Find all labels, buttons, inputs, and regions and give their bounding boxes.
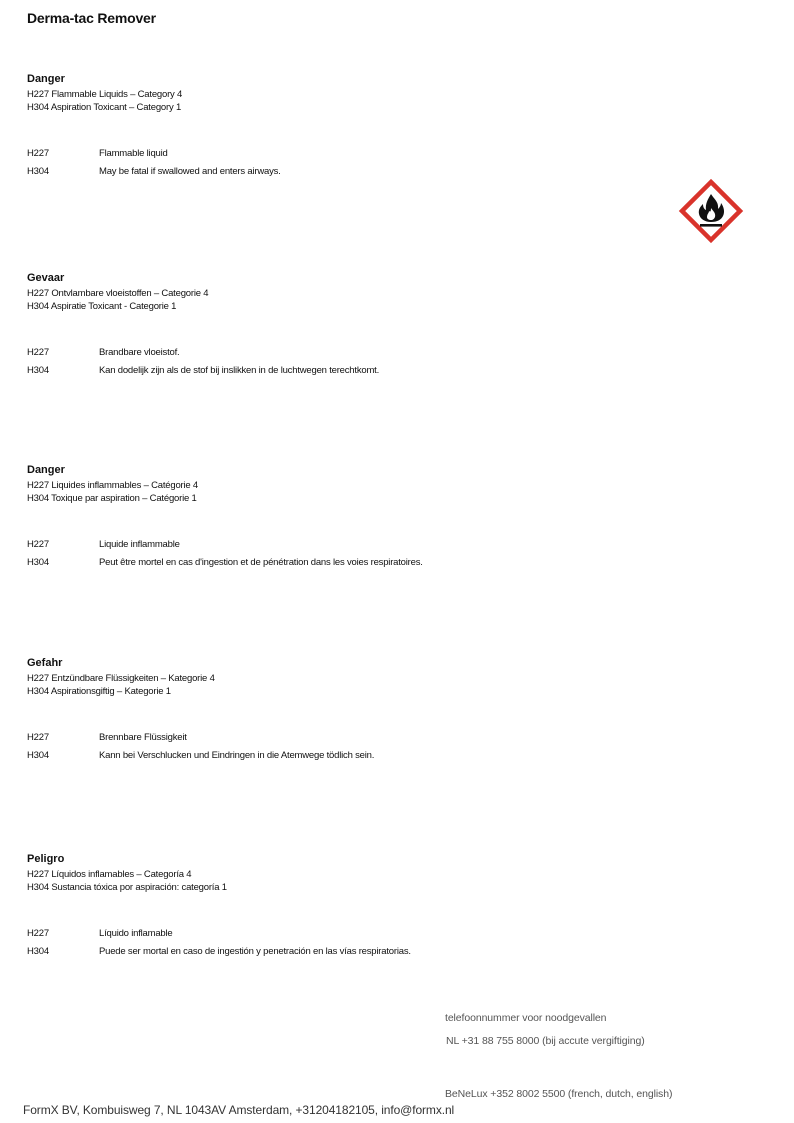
flame-base: [700, 224, 722, 227]
hazard-text: Flammable liquid: [99, 148, 168, 159]
hazard-text: Brennbare Flüssigkeit: [99, 732, 187, 743]
hazard-section-french: [27, 464, 677, 568]
hazard-code: H304: [27, 945, 49, 957]
hazard-statements: [27, 346, 677, 381]
classification-line: H227 Líquidos inflamables – Categoría 4: [27, 869, 192, 880]
signal-word: Danger: [27, 73, 65, 85]
hazard-code: H304: [27, 165, 49, 177]
hazard-section-english: [27, 73, 677, 177]
signal-word: Gefahr: [27, 657, 63, 669]
hazard-code: H227: [27, 539, 49, 550]
hazard-text: Kann bei Verschlucken und Eindringen in die Atemwege tödlich sein.: [99, 749, 375, 761]
hazard-text: Brandbare vloeistof.: [99, 347, 180, 358]
classification-line: H227 Flammable Liquids – Category 4: [27, 89, 183, 100]
classification-line: H304 Sustancia tóxica por aspiración: categoría 1: [27, 882, 227, 893]
hazard-statements: [27, 538, 677, 573]
hazard-statements: [27, 147, 677, 182]
emergency-heading: telefoonnummer voor noodgevallen: [445, 1012, 607, 1024]
hazard-statements: [27, 731, 677, 766]
hazard-statement-row: [27, 346, 677, 364]
classification-line: H304 Aspiration Toxicant – Category 1: [27, 102, 182, 113]
company-footer: FormX BV, Kombuisweg 7, NL 1043AV Amsterdam, +31204182105, info@formx.nl: [23, 1103, 455, 1117]
classification-line: H304 Aspirationsgiftig – Kategorie 1: [27, 686, 171, 697]
hazard-text: Líquido inflamable: [99, 928, 173, 939]
hazard-statement-row: [27, 556, 677, 574]
hazard-code: H227: [27, 928, 49, 939]
hazard-text: Peut être mortel en cas d'ingestion et de pénétration dans les voies respiratoires.: [99, 556, 423, 568]
hazard-statement-row: [27, 749, 677, 767]
emergency-phone-benelux: BeNeLux +352 8002 5500 (french, dutch, english): [445, 1088, 673, 1100]
document-title: Derma-tac Remover: [27, 10, 156, 26]
hazard-section-german: [27, 657, 677, 761]
hazard-statement-row: [27, 538, 677, 556]
hazard-text: Kan dodelijk zijn als de stof bij inslikken in de luchtwegen terechtkomt.: [99, 364, 380, 376]
classification-line: H227 Entzündbare Flüssigkeiten – Kategorie 4: [27, 673, 215, 684]
hazard-statement-row: [27, 927, 677, 945]
hazard-statement-row: [27, 147, 677, 165]
signal-word: Peligro: [27, 853, 65, 865]
hazard-code: H227: [27, 148, 49, 159]
hazard-text: Puede ser mortal en caso de ingestión y penetración en las vías respiratorias.: [99, 945, 411, 957]
hazard-code: H227: [27, 347, 49, 358]
signal-word: Danger: [27, 464, 65, 476]
flame-hazard-icon: [678, 178, 744, 244]
classification-line: H304 Toxique par aspiration – Catégorie 1: [27, 493, 197, 504]
classification-line: H304 Aspiratie Toxicant - Categorie 1: [27, 301, 177, 312]
hazard-statement-row: [27, 945, 677, 963]
classification-line: H227 Ontvlambare vloeistoffen – Categorie 4: [27, 288, 209, 299]
hazard-statements: [27, 927, 677, 962]
classification-line: H227 Liquides inflammables – Catégorie 4: [27, 480, 199, 491]
hazard-text: May be fatal if swallowed and enters airways.: [99, 165, 281, 177]
hazard-code: H304: [27, 556, 49, 568]
hazard-text: Liquide inflammable: [99, 539, 180, 550]
hazard-section-spanish: [27, 853, 677, 957]
signal-word: Gevaar: [27, 272, 65, 284]
hazard-section-dutch: [27, 272, 677, 376]
hazard-statement-row: [27, 364, 677, 382]
emergency-phone-nl: NL +31 88 755 8000 (bij accute vergiftiging): [446, 1035, 645, 1047]
hazard-statement-row: [27, 165, 677, 183]
hazard-code: H304: [27, 749, 49, 761]
hazard-code: H304: [27, 364, 49, 376]
hazard-statement-row: [27, 731, 677, 749]
hazard-code: H227: [27, 732, 49, 743]
